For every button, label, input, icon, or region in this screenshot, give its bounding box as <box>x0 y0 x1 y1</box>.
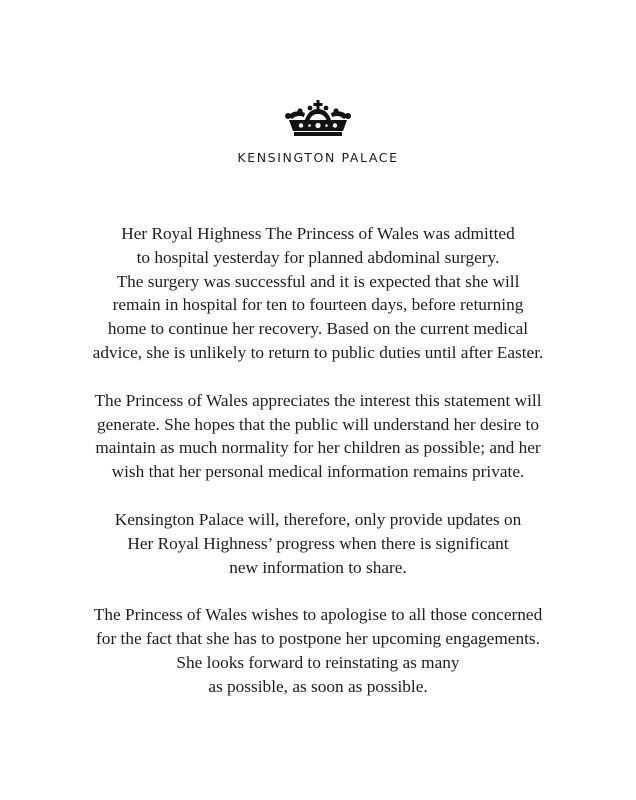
statement-line: home to continue her recovery. Based on the current medical <box>107 319 529 339</box>
statement-paragraph-1 <box>0 222 636 365</box>
statement-paragraph-4 <box>0 603 636 698</box>
statement-line: remain in hospital for ten to fourteen days, before returning <box>112 295 524 315</box>
statement-line: new information to share. <box>229 557 407 577</box>
statement-line: She looks forward to reinstating as many <box>176 652 460 672</box>
statement-line: The surgery was successful and it is expected that she will <box>116 271 520 291</box>
crown-logo-icon <box>283 100 353 138</box>
statement-line: advice, she is unlikely to return to public duties until after Easter. <box>92 342 544 362</box>
statement-line: Her Royal Highness The Princess of Wales was admitted <box>121 224 515 243</box>
statement-line: for the fact that she has to postpone her upcoming engagements. <box>96 629 540 649</box>
statement-line: The Princess of Wales appreciates the interest this statement will <box>94 390 542 410</box>
statement-paragraph-2 <box>0 389 636 484</box>
statement-line: The Princess of Wales wishes to apologise to all those concerned <box>93 605 543 625</box>
statement-line: as possible, as soon as possible. <box>208 676 428 696</box>
statement-line: Her Royal Highness’ progress when there is significant <box>127 533 509 553</box>
statement-line: wish that her personal medical information remains private. <box>111 462 525 482</box>
statement-line: generate. She hopes that the public will understand her desire to <box>97 414 539 434</box>
statement-line: maintain as much normality for her children as possible; and her <box>95 438 541 458</box>
organization-name: KENSINGTON PALACE <box>237 150 399 165</box>
statement-paragraph-3 <box>0 508 636 579</box>
statement-line: to hospital yesterday for planned abdominal surgery. <box>136 247 500 267</box>
statement-line: Kensington Palace will, therefore, only provide updates on <box>114 509 522 529</box>
statement-body <box>0 222 636 723</box>
